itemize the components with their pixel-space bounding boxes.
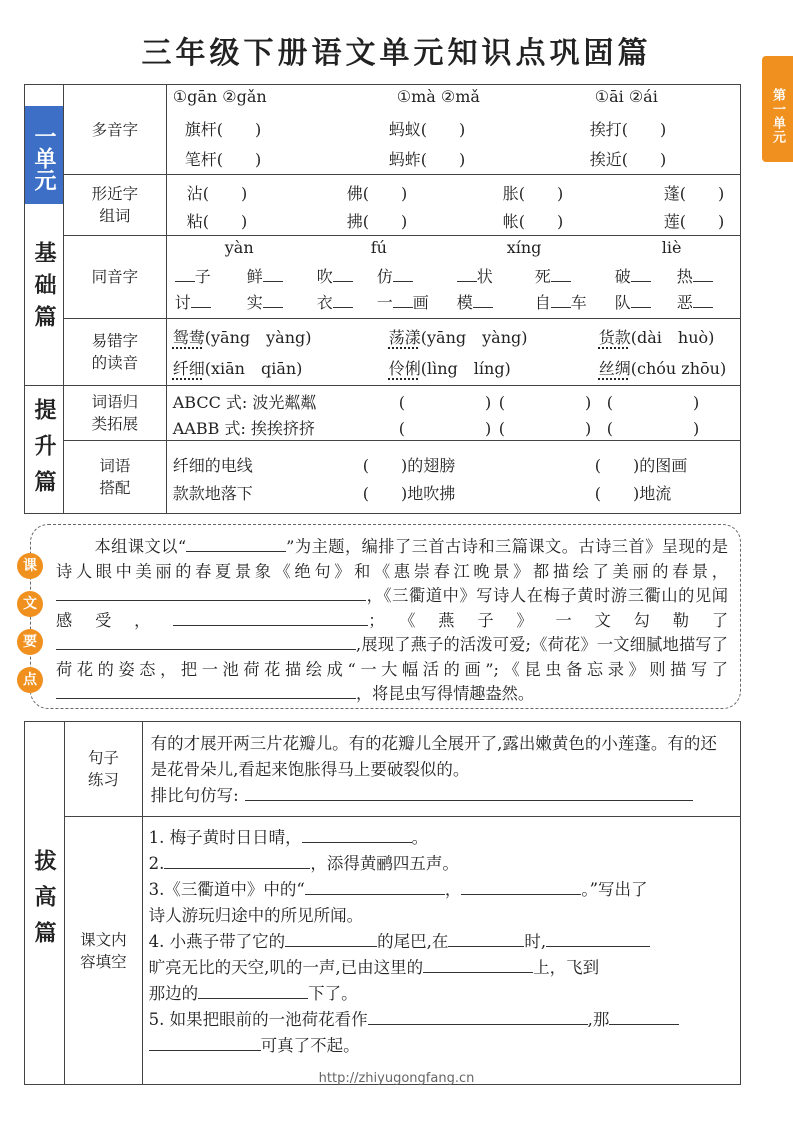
- homophone-item: [377, 290, 429, 313]
- homophone-pinyin: fú: [370, 238, 387, 257]
- homophone-cell: [166, 236, 740, 319]
- basic-table: [24, 84, 741, 514]
- label-line: 的读音: [91, 354, 139, 372]
- fill-text: 下了。: [308, 984, 358, 1003]
- homophone-item: [247, 264, 283, 287]
- fill-blank[interactable]: [423, 956, 533, 973]
- homophone-item: [615, 264, 651, 287]
- fill-text: 上，飞到: [533, 958, 600, 977]
- polyphone-pinyin-1: ①gān ②gǎn: [172, 87, 267, 106]
- homophone-item: [677, 290, 713, 313]
- polyphone-pinyin-3: ①āi ②ái: [594, 87, 658, 106]
- misread-pinyin: (chóu zhōu): [630, 359, 727, 378]
- homophone-char: 死: [534, 267, 551, 286]
- badge-ke: 课: [17, 553, 43, 579]
- summary-text: ，将昆虫写得情趣盎然。: [356, 684, 535, 703]
- misread-word: 伶俐: [388, 359, 421, 378]
- sentence-prompt: 排比句仿写:: [150, 785, 239, 805]
- section-basic-label: 基础篇: [31, 241, 57, 337]
- fill-text: 旷亮无比的天空,叽的一声,已由这里的: [148, 958, 424, 977]
- homophone-item: [175, 290, 211, 313]
- fill-blank[interactable]: [305, 878, 445, 895]
- fill-blank[interactable]: [285, 930, 377, 947]
- polyphone-cell: [166, 85, 740, 175]
- label-polyphone: 多音字: [91, 120, 139, 139]
- polyphone-word: 挨近( ): [589, 150, 667, 169]
- label-line: 练习: [87, 771, 119, 789]
- homophone-item: [535, 290, 587, 313]
- homophone-blank[interactable]: [191, 291, 211, 308]
- polyphone-word: 旗杆( ): [184, 120, 262, 139]
- section-advance: [25, 722, 65, 1085]
- label-line: 组词: [99, 207, 131, 225]
- summary-text: ，《三衢道中》写诗人在梅子黄时游三衢山的见闻感受，: [56, 586, 728, 630]
- homophone-char: 一: [376, 293, 393, 312]
- similar-word: 莲( ): [663, 212, 725, 231]
- fill-question-2: [149, 851, 734, 877]
- misread-word: 纤细: [172, 359, 205, 378]
- misread-cell: [166, 319, 740, 386]
- expand-blank[interactable]: ( ): [606, 393, 700, 412]
- section-improve: [25, 386, 64, 514]
- similar-word: 帐( ): [502, 212, 564, 231]
- polyphone-word: 蚂蚱( ): [388, 150, 466, 169]
- homophone-item: [615, 290, 651, 313]
- match-item[interactable]: ( )地流: [594, 484, 672, 503]
- badge-yao: 要: [17, 629, 43, 655]
- fill-blank[interactable]: [368, 1008, 588, 1025]
- homophone-char: 状: [476, 267, 493, 286]
- badge-wen: 文: [17, 591, 43, 617]
- misread-item: [389, 356, 511, 379]
- similar-word: 佛( ): [346, 184, 408, 203]
- sentence-cell: [142, 722, 740, 817]
- misread-pinyin: (dài huò): [630, 328, 715, 347]
- homophone-blank[interactable]: [333, 291, 353, 308]
- homophone-char: 吹: [316, 267, 333, 286]
- homophone-blank[interactable]: [263, 265, 283, 282]
- homophone-char: 衣: [316, 293, 333, 312]
- expand-blank[interactable]: ( ): [398, 393, 492, 412]
- fill-text: 3.《三衢道中》中的“: [148, 880, 305, 899]
- match-item[interactable]: ( )地吹拂: [362, 484, 456, 503]
- fill-blank[interactable]: [546, 930, 650, 947]
- homophone-item: [535, 264, 571, 287]
- badge-dian: 点: [17, 667, 43, 693]
- homophone-pinyin: xíng: [506, 238, 542, 257]
- label-line: 句子: [87, 749, 119, 767]
- homophone-char: 讨: [174, 293, 191, 312]
- homophone-blank[interactable]: [473, 291, 493, 308]
- fill-text: 2.: [148, 854, 165, 873]
- summary-text: ”为主题，编排了三首古诗和三篇课文。古诗三首》呈现的是诗人眼中美丽的春夏景象《绝句》和《惠崇春江晚景》都描绘了美丽的春景，: [56, 537, 729, 581]
- summary-text: 本组课文以“: [94, 537, 187, 556]
- homophone-char: 模: [456, 293, 473, 312]
- fill-text: ,那: [587, 1010, 610, 1029]
- similar-cell: [166, 175, 740, 236]
- page-title: 三年级下册语文单元知识点巩固篇: [141, 36, 652, 71]
- fill-blank[interactable]: [461, 878, 581, 895]
- fill-text: 时,: [524, 932, 547, 951]
- misread-word: 荡漾: [388, 328, 421, 347]
- homophone-char: 队: [614, 293, 631, 312]
- fill-blank[interactable]: [609, 1008, 679, 1025]
- fill-text: 可真了不起。: [260, 1036, 360, 1055]
- summary-blank[interactable]: [56, 682, 356, 699]
- misread-word: 丝绸: [598, 359, 631, 378]
- similar-word: 粘( ): [186, 212, 248, 231]
- homophone-blank[interactable]: [263, 291, 283, 308]
- fill-question-1: [149, 825, 734, 851]
- similar-word: 沾( ): [186, 184, 248, 203]
- misread-word: 货款: [598, 328, 631, 347]
- fill-blank[interactable]: [448, 930, 524, 947]
- section-advance-label: 拔高篇: [31, 849, 57, 957]
- homophone-blank[interactable]: [693, 265, 713, 282]
- misread-item: [173, 356, 303, 379]
- footer-url[interactable]: http://zhiyugongfang.cn: [318, 1071, 475, 1086]
- match-item[interactable]: ( )的翅膀: [362, 456, 456, 475]
- expand-blank[interactable]: ( ): [398, 419, 492, 438]
- fill-text: ，添得黄鹂四五声。: [310, 854, 459, 873]
- fill-question-4: [149, 929, 734, 1007]
- label-similar: [64, 183, 166, 227]
- section-improve-label: 提升篇: [31, 397, 57, 506]
- sentence-text: 有的才展开两三片花瓣儿。有的花瓣儿全展开了,露出嫩黄色的小莲蓬。有的还是花骨朵儿,看起来饱胀得马上要破裂似的。: [150, 733, 717, 779]
- expand-cell: [166, 386, 740, 441]
- homophone-blank[interactable]: [393, 265, 413, 282]
- label-line: 形近字: [91, 185, 139, 203]
- homophone-blank[interactable]: [393, 291, 413, 308]
- homophone-char: 子: [194, 267, 211, 286]
- fill-text: 那边的: [148, 984, 199, 1003]
- sentence-blank[interactable]: [245, 784, 693, 801]
- homophone-item: [457, 264, 493, 287]
- summary-blank[interactable]: [173, 609, 368, 626]
- summary-blank[interactable]: [56, 584, 366, 601]
- advance-table: [24, 721, 741, 1085]
- label-line: 课文内: [80, 930, 127, 949]
- homophone-item: [317, 264, 353, 287]
- homophone-char: 自: [534, 293, 551, 312]
- similar-word: 拂( ): [346, 212, 408, 231]
- fill-blank[interactable]: [302, 826, 412, 843]
- homophone-blank[interactable]: [631, 291, 651, 308]
- misread-word: 鸳鸯: [172, 328, 205, 347]
- misread-item: [389, 325, 528, 348]
- match-item: 纤细的电线: [172, 456, 253, 475]
- polyphone-pinyin-2: ①mà ②mǎ: [396, 87, 480, 106]
- summary-blank[interactable]: [56, 633, 356, 650]
- fill-blank[interactable]: [149, 1034, 261, 1051]
- label-line: 类拓展: [91, 415, 139, 433]
- summary-paragraph: [56, 535, 728, 707]
- homophone-char: 鲜: [246, 267, 263, 286]
- homophone-blank[interactable]: [333, 265, 353, 282]
- homophone-blank[interactable]: [551, 265, 571, 282]
- fill-blank[interactable]: [198, 982, 308, 999]
- homophone-char: 热: [676, 267, 693, 286]
- misread-item: [599, 356, 726, 379]
- homophone-blank[interactable]: [693, 291, 713, 308]
- expand-example: ABCC 式: 波光粼粼: [172, 393, 317, 412]
- expand-blank[interactable]: ( ): [498, 419, 592, 438]
- homophone-char: 车: [570, 293, 587, 312]
- homophone-pinyin: liè: [661, 238, 682, 257]
- fill-text: 的尾巴,在: [377, 932, 449, 951]
- misread-pinyin: (yāng yàng): [204, 328, 312, 347]
- polyphone-word: 笔杆( ): [184, 150, 262, 169]
- fill-text: 诗人游玩归途中的所见所闻。: [148, 906, 364, 925]
- polyphone-word: 蚂蚁( ): [388, 120, 466, 139]
- misread-pinyin: (lìng líng): [420, 359, 511, 378]
- label-homophone: 同音字: [91, 268, 139, 286]
- similar-word: 胀( ): [502, 184, 564, 203]
- homophone-item: [317, 290, 353, 313]
- expand-blank[interactable]: ( ): [498, 393, 592, 412]
- homophone-item: [677, 264, 713, 287]
- homophone-char: 画: [412, 293, 429, 312]
- label-line: 易错字: [91, 332, 139, 350]
- misread-pinyin: (xiān qiān): [204, 359, 303, 378]
- label-sentence: [65, 747, 142, 791]
- similar-word: 蓬( ): [663, 184, 725, 203]
- match-item[interactable]: ( )的图画: [594, 456, 688, 475]
- fill-text: 。”写出了: [581, 880, 648, 899]
- homophone-blank[interactable]: [175, 265, 195, 282]
- homophone-char: 仿: [376, 267, 393, 286]
- fill-question-5: [149, 1007, 734, 1059]
- homophone-item: [247, 290, 283, 313]
- label-line: 搭配: [99, 479, 131, 497]
- homophone-pinyin: yàn: [224, 238, 254, 257]
- misread-item: [173, 325, 312, 348]
- unit-side-tab[interactable]: 第一单元: [762, 56, 793, 162]
- expand-example: AABB 式: 挨挨挤挤: [172, 419, 315, 438]
- fill-text: ，: [444, 880, 462, 899]
- homophone-char: 恶: [676, 293, 693, 312]
- label-line: 容填空: [80, 952, 127, 971]
- homophone-blank[interactable]: [631, 265, 651, 282]
- section-unit-one: 一单元: [25, 106, 63, 204]
- homophone-blank[interactable]: [457, 265, 477, 282]
- homophone-char: 实: [246, 293, 263, 312]
- fill-cell: [142, 817, 740, 1085]
- homophone-blank[interactable]: [551, 291, 571, 308]
- summary-text: ,展现了燕子的活泼可爱;《荷花》一文细腻地描写了荷花的姿态，把一池荷花描绘成“一大幅活的画”;《昆虫备忘录》则描写了: [56, 635, 728, 679]
- expand-blank[interactable]: ( ): [606, 419, 700, 438]
- fill-text: 4. 小燕子带了它的: [148, 932, 286, 951]
- label-expand: [64, 391, 166, 435]
- label-line: 词语: [99, 457, 131, 475]
- match-item: 款款地落下: [172, 484, 253, 503]
- fill-question-3: [149, 877, 734, 929]
- summary-text: ；《燕子》一文勾勒了: [368, 610, 729, 630]
- label-misread: [64, 330, 166, 374]
- fill-text: 。: [411, 828, 429, 847]
- homophone-item: [175, 264, 211, 287]
- label-line: 词语归: [91, 393, 139, 411]
- homophone-item: [457, 290, 493, 313]
- summary-blank[interactable]: [186, 535, 286, 552]
- misread-pinyin: (yāng yàng): [420, 328, 528, 347]
- match-cell: [166, 441, 740, 514]
- homophone-char: 破: [614, 267, 631, 286]
- fill-blank[interactable]: [164, 852, 310, 869]
- fill-text: 1. 梅子黄时日日晴，: [148, 828, 302, 847]
- fill-text: 5. 如果把眼前的一池荷花看作: [148, 1010, 368, 1029]
- homophone-item: [377, 264, 413, 287]
- polyphone-word: 挨打( ): [589, 120, 667, 139]
- misread-item: [599, 325, 715, 348]
- label-fill: [65, 929, 142, 973]
- label-match: [64, 455, 166, 499]
- section-basic: [25, 85, 64, 386]
